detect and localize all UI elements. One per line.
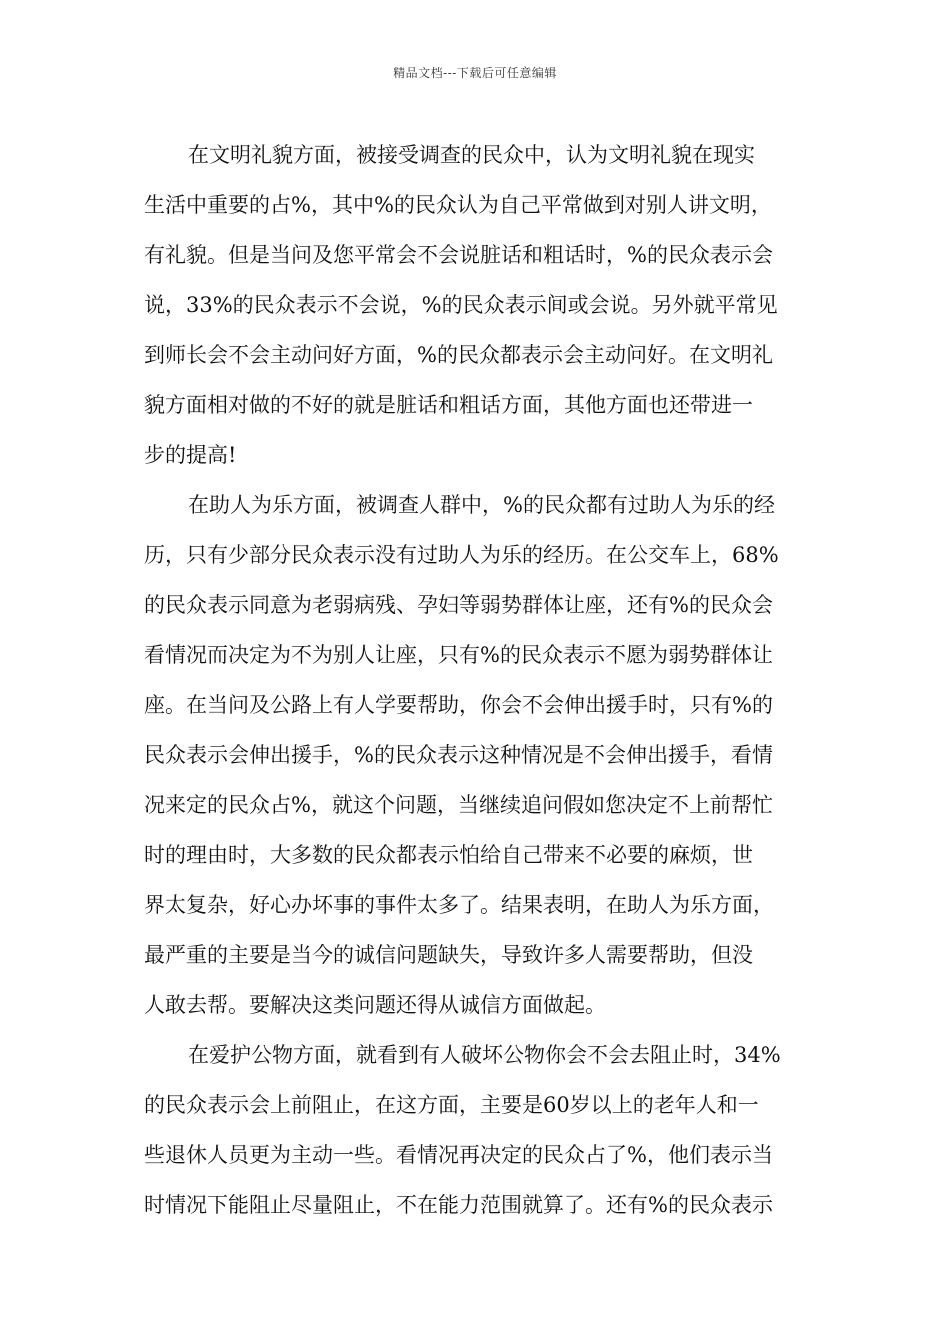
text-line: 貌方面相对做的不好的就是脏话和粗话方面，其他方面也还带进一 <box>144 393 753 417</box>
text-line: 有礼貌。但是当问及您平常会不会说脏话和粗话时，%的民众表示会 <box>144 243 773 267</box>
text-line: 生活中重要的占%，其中%的民众认为自己平常做到对别人讲文明， <box>144 193 772 217</box>
text-line: 时情况下能阻止尽量阻止，不在能力范围就算了。还有%的民众表示 <box>144 1193 773 1217</box>
text-line: 在助人为乐方面，被调查人群中，%的民众都有过助人为乐的经 <box>188 493 775 517</box>
text-line: 界太复杂，好心办坏事的事件太多了。结果表明，在助人为乐方面， <box>144 893 774 917</box>
text-line: 在爱护公物方面，就看到有人破坏公物你会不会去阻止时，34% <box>188 1043 781 1067</box>
text-line: 步的提高! <box>144 443 237 467</box>
text-line: 历，只有少部分民众表示没有过助人为乐的经历。在公交车上，68% <box>144 543 779 567</box>
text-line: 时的理由时，大多数的民众都表示怕给自己带来不必要的麻烦，世 <box>144 843 753 867</box>
text-line: 的民众表示会上前阻止，在这方面，主要是60岁以上的老年人和一 <box>144 1093 759 1117</box>
text-line: 些退休人员更为主动一些。看情况再决定的民众占了%，他们表示当 <box>144 1143 773 1167</box>
text-line: 的民众表示同意为老弱病残、孕妇等弱势群体让座，还有%的民众会 <box>144 593 773 617</box>
text-line: 到师长会不会主动问好方面，%的民众都表示会主动问好。在文明礼 <box>144 343 773 367</box>
text-line: 况来定的民众占%，就这个问题，当继续追问假如您决定不上前帮忙 <box>144 793 773 817</box>
page-header: 精品文档---下载后可任意编辑 <box>393 66 557 80</box>
document-body <box>144 130 820 1230</box>
text-line: 在文明礼貌方面，被接受调查的民众中，认为文明礼貌在现实 <box>188 143 755 167</box>
paragraph-helping-others <box>144 480 820 1030</box>
text-line: 说，33%的民众表示不会说，%的民众表示间或会说。另外就平常见 <box>144 293 778 317</box>
text-line: 看情况而决定为不为别人让座，只有%的民众表示不愿为弱势群体让 <box>144 643 773 667</box>
paragraph-civility <box>144 130 820 480</box>
text-line: 座。在当问及公路上有人学要帮助，你会不会伸出援手时，只有%的 <box>144 693 773 717</box>
text-line: 人敢去帮。要解决这类问题还得从诚信方面做起。 <box>144 993 606 1017</box>
text-line: 民众表示会伸出援手，%的民众表示这种情况是不会伸出援手，看情 <box>144 743 773 767</box>
text-line: 最严重的主要是当今的诚信问题缺失，导致许多人需要帮助，但没 <box>144 943 753 967</box>
paragraph-public-property <box>144 1030 820 1230</box>
